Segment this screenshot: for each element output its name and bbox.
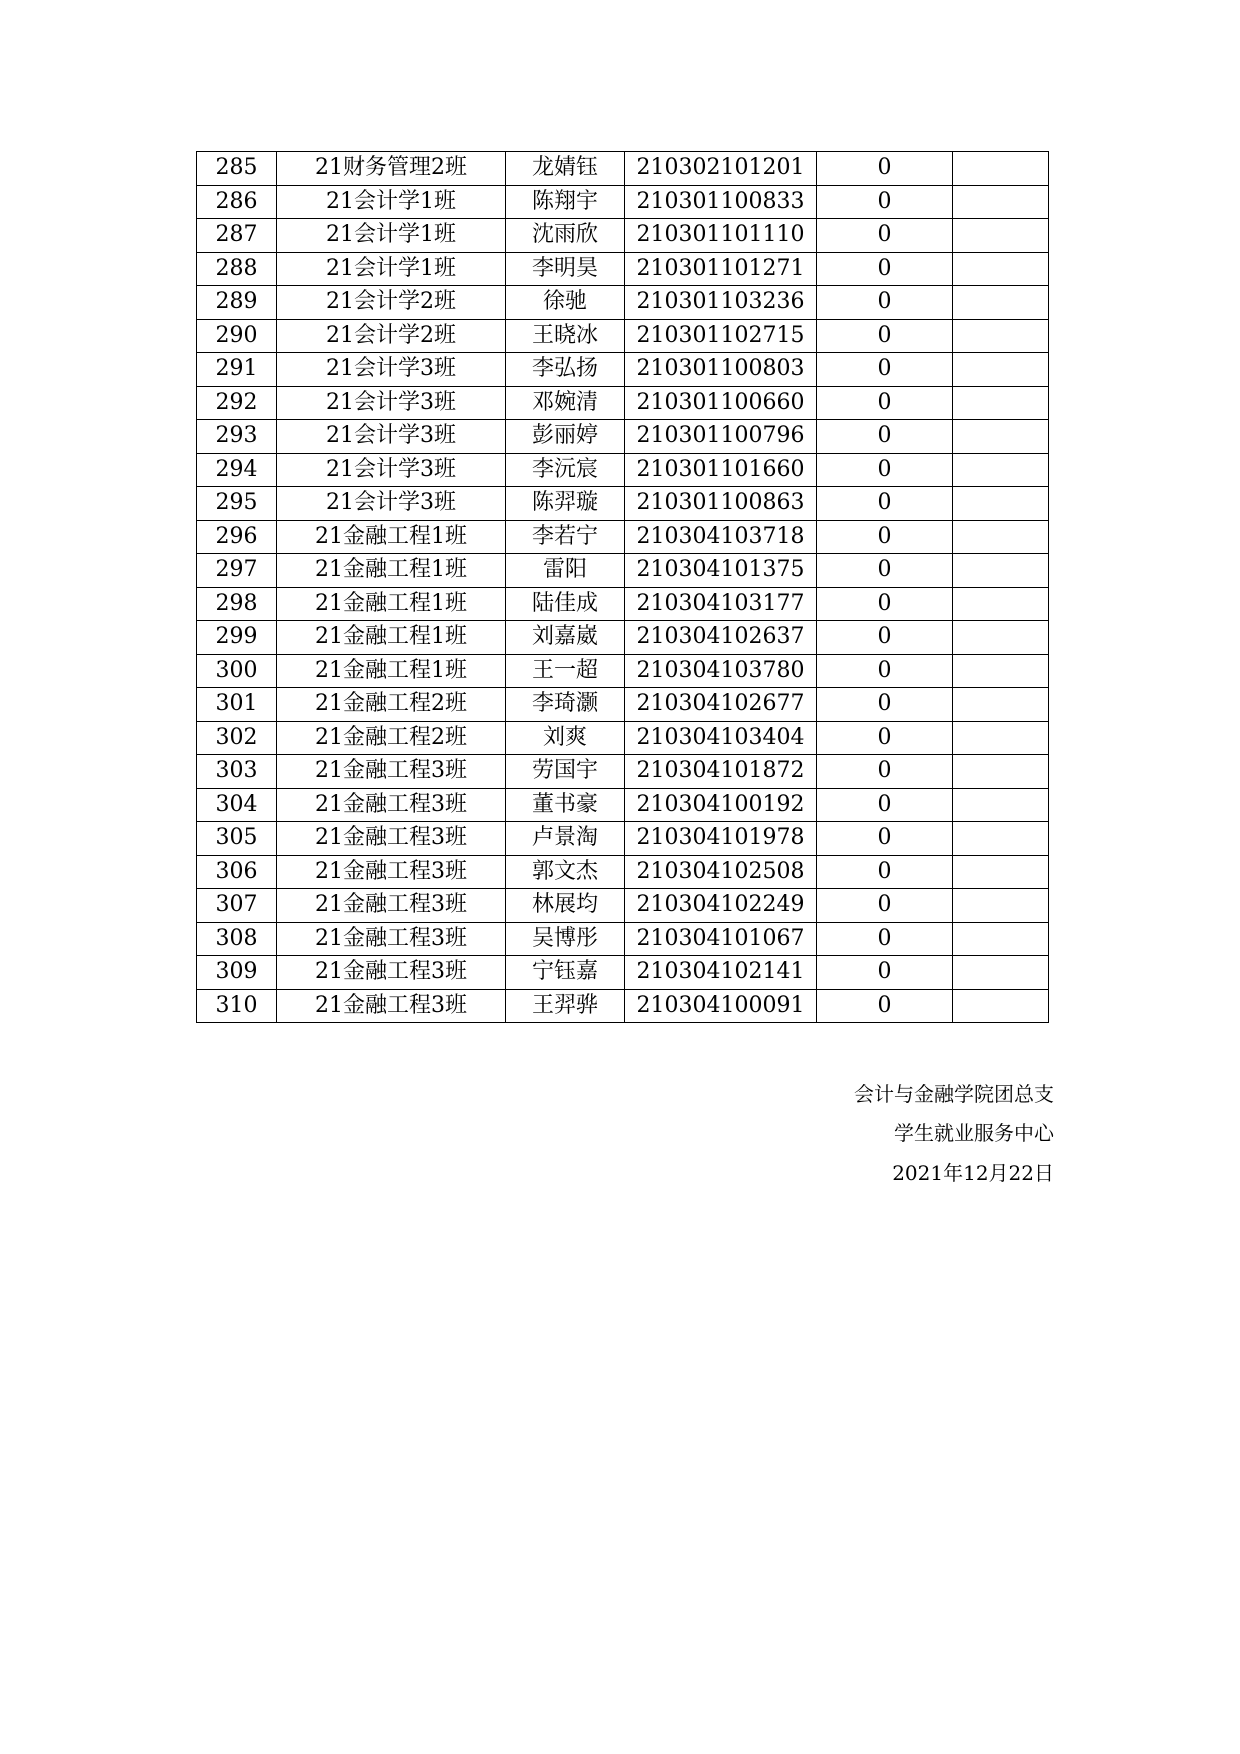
student-name-cell: 李沅宸 (506, 453, 625, 487)
table-row (197, 453, 1049, 487)
remark-cell (953, 788, 1049, 822)
student-name-cell: 李若宁 (506, 520, 625, 554)
table-row (197, 319, 1049, 353)
student-name-cell: 陈羿璇 (506, 487, 625, 521)
table-row (197, 755, 1049, 789)
student-id-cell: 210301101660 (625, 453, 817, 487)
remark-cell (953, 889, 1049, 923)
table-row (197, 520, 1049, 554)
row-number-cell: 297 (197, 554, 277, 588)
score-cell: 0 (817, 520, 953, 554)
table-row (197, 185, 1049, 219)
class-name-cell: 21金融工程3班 (277, 922, 506, 956)
row-number-cell: 308 (197, 922, 277, 956)
student-name-cell: 沈雨欣 (506, 219, 625, 253)
score-cell: 0 (817, 420, 953, 454)
student-table (196, 151, 1049, 1023)
student-id-cell: 210301100833 (625, 185, 817, 219)
row-number-cell: 306 (197, 855, 277, 889)
class-name-cell: 21会计学2班 (277, 319, 506, 353)
row-number-cell: 293 (197, 420, 277, 454)
remark-cell (953, 252, 1049, 286)
table-row (197, 152, 1049, 186)
student-id-cell: 210301103236 (625, 286, 817, 320)
student-id-cell: 210304103404 (625, 721, 817, 755)
score-cell: 0 (817, 319, 953, 353)
class-name-cell: 21财务管理2班 (277, 152, 506, 186)
student-name-cell: 吴博彤 (506, 922, 625, 956)
table-row (197, 554, 1049, 588)
table-row (197, 989, 1049, 1023)
row-number-cell: 295 (197, 487, 277, 521)
class-name-cell: 21金融工程3班 (277, 755, 506, 789)
table-row (197, 219, 1049, 253)
remark-cell (953, 520, 1049, 554)
row-number-cell: 309 (197, 956, 277, 990)
remark-cell (953, 922, 1049, 956)
student-id-cell: 210301100796 (625, 420, 817, 454)
student-name-cell: 刘爽 (506, 721, 625, 755)
class-name-cell: 21会计学3班 (277, 386, 506, 420)
table-row (197, 386, 1049, 420)
row-number-cell: 299 (197, 621, 277, 655)
remark-cell (953, 487, 1049, 521)
student-id-cell: 210302101201 (625, 152, 817, 186)
row-number-cell: 310 (197, 989, 277, 1023)
student-id-cell: 210304102637 (625, 621, 817, 655)
student-id-cell: 210304102249 (625, 889, 817, 923)
remark-cell (953, 554, 1049, 588)
score-cell: 0 (817, 621, 953, 655)
issue-date: 2021年12月22日 (892, 1161, 1054, 1185)
student-name-cell: 陈翔宇 (506, 185, 625, 219)
class-name-cell: 21会计学1班 (277, 219, 506, 253)
table-row (197, 420, 1049, 454)
row-number-cell: 288 (197, 252, 277, 286)
student-id-cell: 210304103718 (625, 520, 817, 554)
score-cell: 0 (817, 989, 953, 1023)
remark-cell (953, 453, 1049, 487)
row-number-cell: 286 (197, 185, 277, 219)
class-name-cell: 21金融工程3班 (277, 989, 506, 1023)
student-id-cell: 210304101067 (625, 922, 817, 956)
student-name-cell: 雷阳 (506, 554, 625, 588)
table-row (197, 956, 1049, 990)
remark-cell (953, 319, 1049, 353)
class-name-cell: 21金融工程2班 (277, 688, 506, 722)
score-cell: 0 (817, 688, 953, 722)
row-number-cell: 290 (197, 319, 277, 353)
remark-cell (953, 587, 1049, 621)
row-number-cell: 305 (197, 822, 277, 856)
row-number-cell: 285 (197, 152, 277, 186)
class-name-cell: 21会计学3班 (277, 487, 506, 521)
student-name-cell: 徐驰 (506, 286, 625, 320)
student-name-cell: 李琦灏 (506, 688, 625, 722)
table-row (197, 587, 1049, 621)
table-row (197, 353, 1049, 387)
table-body (197, 152, 1049, 1023)
score-cell: 0 (817, 922, 953, 956)
class-name-cell: 21会计学3班 (277, 453, 506, 487)
row-number-cell: 298 (197, 587, 277, 621)
score-cell: 0 (817, 185, 953, 219)
score-cell: 0 (817, 152, 953, 186)
score-cell: 0 (817, 286, 953, 320)
student-id-cell: 210304102141 (625, 956, 817, 990)
student-id-cell: 210301102715 (625, 319, 817, 353)
table-row (197, 487, 1049, 521)
student-name-cell: 李弘扬 (506, 353, 625, 387)
student-id-cell: 210304101872 (625, 755, 817, 789)
student-name-cell: 林展均 (506, 889, 625, 923)
row-number-cell: 303 (197, 755, 277, 789)
remark-cell (953, 755, 1049, 789)
score-cell: 0 (817, 956, 953, 990)
student-name-cell: 董书豪 (506, 788, 625, 822)
table-row (197, 286, 1049, 320)
student-id-cell: 210304100192 (625, 788, 817, 822)
table-row (197, 621, 1049, 655)
score-cell: 0 (817, 487, 953, 521)
student-name-cell: 龙婧钰 (506, 152, 625, 186)
score-cell: 0 (817, 855, 953, 889)
row-number-cell: 307 (197, 889, 277, 923)
table-row (197, 889, 1049, 923)
remark-cell (953, 353, 1049, 387)
student-id-cell: 210304102677 (625, 688, 817, 722)
student-id-cell: 210304103177 (625, 587, 817, 621)
remark-cell (953, 956, 1049, 990)
class-name-cell: 21会计学3班 (277, 420, 506, 454)
class-name-cell: 21金融工程3班 (277, 822, 506, 856)
class-name-cell: 21会计学1班 (277, 252, 506, 286)
class-name-cell: 21金融工程1班 (277, 621, 506, 655)
student-name-cell: 卢景淘 (506, 822, 625, 856)
student-id-cell: 210301100803 (625, 353, 817, 387)
issuer-department: 学生就业服务中心 (894, 1121, 1054, 1145)
row-number-cell: 294 (197, 453, 277, 487)
row-number-cell: 291 (197, 353, 277, 387)
remark-cell (953, 386, 1049, 420)
table-row (197, 922, 1049, 956)
student-name-cell: 陆佳成 (506, 587, 625, 621)
row-number-cell: 296 (197, 520, 277, 554)
score-cell: 0 (817, 788, 953, 822)
remark-cell (953, 219, 1049, 253)
student-name-cell: 彭丽婷 (506, 420, 625, 454)
student-id-cell: 210301101110 (625, 219, 817, 253)
student-id-cell: 210301101271 (625, 252, 817, 286)
class-name-cell: 21金融工程2班 (277, 721, 506, 755)
student-id-cell: 210301100660 (625, 386, 817, 420)
row-number-cell: 302 (197, 721, 277, 755)
table-row (197, 822, 1049, 856)
row-number-cell: 287 (197, 219, 277, 253)
table-row (197, 855, 1049, 889)
score-cell: 0 (817, 721, 953, 755)
student-name-cell: 刘嘉崴 (506, 621, 625, 655)
score-cell: 0 (817, 587, 953, 621)
row-number-cell: 300 (197, 654, 277, 688)
class-name-cell: 21金融工程3班 (277, 956, 506, 990)
student-name-cell: 王羿骅 (506, 989, 625, 1023)
student-name-cell: 李明昊 (506, 252, 625, 286)
score-cell: 0 (817, 889, 953, 923)
row-number-cell: 301 (197, 688, 277, 722)
student-name-cell: 宁钰嘉 (506, 956, 625, 990)
class-name-cell: 21金融工程1班 (277, 587, 506, 621)
score-cell: 0 (817, 252, 953, 286)
class-name-cell: 21金融工程1班 (277, 554, 506, 588)
class-name-cell: 21会计学2班 (277, 286, 506, 320)
score-cell: 0 (817, 654, 953, 688)
table-row (197, 688, 1049, 722)
class-name-cell: 21金融工程1班 (277, 654, 506, 688)
remark-cell (953, 822, 1049, 856)
class-name-cell: 21金融工程3班 (277, 855, 506, 889)
remark-cell (953, 152, 1049, 186)
table-row (197, 721, 1049, 755)
student-id-cell: 210304100091 (625, 989, 817, 1023)
score-cell: 0 (817, 822, 953, 856)
student-name-cell: 王晓冰 (506, 319, 625, 353)
remark-cell (953, 989, 1049, 1023)
class-name-cell: 21金融工程1班 (277, 520, 506, 554)
student-id-cell: 210301100863 (625, 487, 817, 521)
student-name-cell: 劳国宇 (506, 755, 625, 789)
remark-cell (953, 688, 1049, 722)
student-name-cell: 王一超 (506, 654, 625, 688)
table-row (197, 654, 1049, 688)
remark-cell (953, 621, 1049, 655)
remark-cell (953, 855, 1049, 889)
class-name-cell: 21金融工程3班 (277, 788, 506, 822)
student-name-cell: 邓婉清 (506, 386, 625, 420)
row-number-cell: 304 (197, 788, 277, 822)
score-cell: 0 (817, 755, 953, 789)
student-name-cell: 郭文杰 (506, 855, 625, 889)
student-id-cell: 210304102508 (625, 855, 817, 889)
issuer-name: 会计与金融学院团总支 (854, 1082, 1054, 1106)
score-cell: 0 (817, 453, 953, 487)
class-name-cell: 21会计学1班 (277, 185, 506, 219)
remark-cell (953, 654, 1049, 688)
student-id-cell: 210304101978 (625, 822, 817, 856)
row-number-cell: 289 (197, 286, 277, 320)
score-cell: 0 (817, 219, 953, 253)
score-cell: 0 (817, 554, 953, 588)
remark-cell (953, 420, 1049, 454)
row-number-cell: 292 (197, 386, 277, 420)
score-cell: 0 (817, 386, 953, 420)
remark-cell (953, 286, 1049, 320)
student-id-cell: 210304101375 (625, 554, 817, 588)
remark-cell (953, 721, 1049, 755)
class-name-cell: 21会计学3班 (277, 353, 506, 387)
table-row (197, 252, 1049, 286)
table-row (197, 788, 1049, 822)
score-cell: 0 (817, 353, 953, 387)
remark-cell (953, 185, 1049, 219)
student-id-cell: 210304103780 (625, 654, 817, 688)
class-name-cell: 21金融工程3班 (277, 889, 506, 923)
